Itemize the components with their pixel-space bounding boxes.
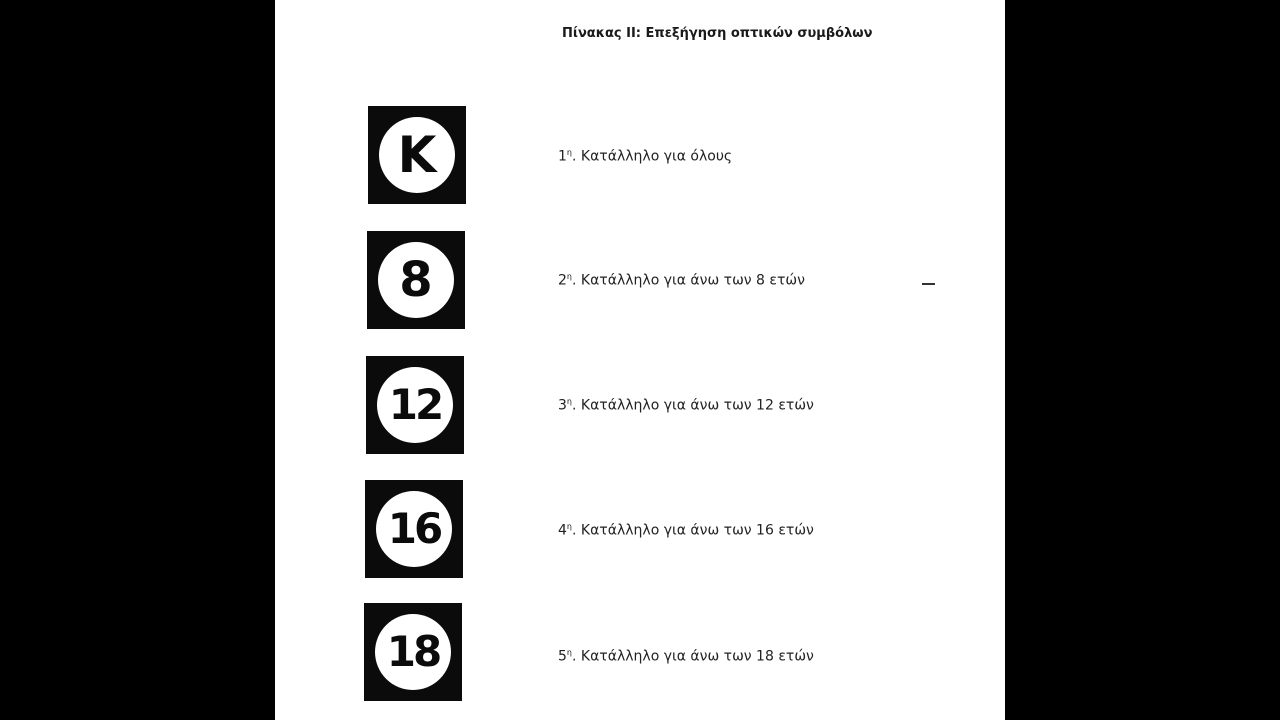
symbol-row-18 bbox=[275, 603, 1005, 703]
ordinal-suffix: η bbox=[566, 522, 572, 531]
item-text: . Κατάλληλο για άνω των 8 ετών bbox=[572, 272, 805, 289]
item-text: . Κατάλληλο για άνω των 12 ετών bbox=[572, 397, 814, 414]
rating-badge-8-icon bbox=[367, 231, 465, 329]
item-text: . Κατάλληλο για άνω των 18 ετών bbox=[572, 648, 814, 665]
badge-symbol: 8 bbox=[399, 252, 433, 308]
symbol-description bbox=[558, 397, 814, 414]
symbol-description bbox=[558, 522, 814, 539]
item-number: 4 bbox=[558, 522, 567, 539]
symbol-row-12 bbox=[275, 356, 1005, 456]
rating-badge-12-icon bbox=[366, 356, 464, 454]
symbol-row-8 bbox=[275, 231, 1005, 331]
item-number: 5 bbox=[558, 648, 567, 665]
item-number: 1 bbox=[558, 148, 567, 165]
item-number: 3 bbox=[558, 397, 567, 414]
badge-circle bbox=[377, 367, 453, 443]
badge-circle bbox=[378, 242, 454, 318]
symbol-description bbox=[558, 272, 805, 289]
table-title: Πίνακας II: Επεξήγηση οπτικών συμβόλων bbox=[562, 26, 873, 41]
badge-symbol: K bbox=[397, 126, 437, 184]
ordinal-suffix: η bbox=[566, 272, 572, 281]
item-text: . Κατάλληλο για άνω των 16 ετών bbox=[572, 522, 814, 539]
ordinal-suffix: η bbox=[566, 148, 572, 157]
badge-symbol: 18 bbox=[386, 627, 440, 676]
item-number: 2 bbox=[558, 272, 567, 289]
ordinal-suffix: η bbox=[566, 648, 572, 657]
symbol-row-16 bbox=[275, 480, 1005, 580]
ordinal-suffix: η bbox=[566, 397, 572, 406]
badge-circle bbox=[379, 117, 455, 193]
rating-badge-18-icon bbox=[364, 603, 462, 701]
symbol-row-general bbox=[275, 106, 1005, 206]
badge-symbol: 12 bbox=[388, 380, 442, 429]
badge-symbol: 16 bbox=[387, 504, 441, 553]
rating-badge-k-icon bbox=[368, 106, 466, 204]
badge-circle bbox=[376, 491, 452, 567]
symbol-description bbox=[558, 648, 814, 665]
rating-badge-16-icon bbox=[365, 480, 463, 578]
symbol-description bbox=[558, 148, 732, 165]
item-text: . Κατάλληλο για όλους bbox=[572, 148, 733, 165]
document-page bbox=[275, 0, 1005, 720]
badge-circle bbox=[375, 614, 451, 690]
stray-mark bbox=[922, 283, 935, 285]
